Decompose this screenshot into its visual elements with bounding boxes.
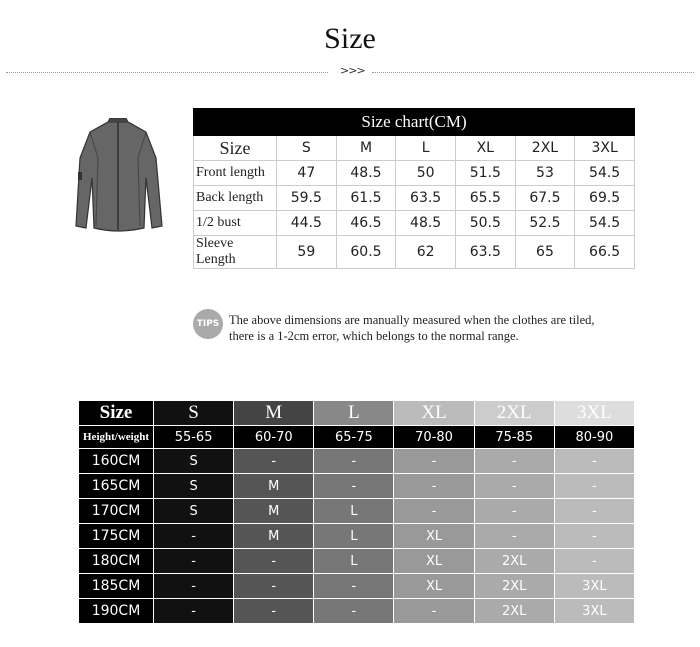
size-header: 3XL xyxy=(575,136,635,161)
weight-range: 60-70 xyxy=(234,426,314,449)
size-header: 3XL xyxy=(554,401,634,426)
size-cell: - xyxy=(554,524,634,549)
size-cell: XL xyxy=(394,549,474,574)
measure-value: 61.5 xyxy=(336,186,396,211)
size-cell: - xyxy=(154,549,234,574)
table-row xyxy=(194,161,635,186)
measure-value: 44.5 xyxy=(277,211,337,236)
size-cell: - xyxy=(314,449,394,474)
height-label: 160CM xyxy=(79,449,154,474)
size-chart-cm xyxy=(193,108,635,269)
size-cell: L xyxy=(314,524,394,549)
size-cell: - xyxy=(234,449,314,474)
measure-value: 54.5 xyxy=(575,161,635,186)
measure-label: 1/2 bust xyxy=(194,211,277,236)
size-cell: 2XL xyxy=(474,599,554,624)
height-weight-size-table xyxy=(78,400,635,624)
tips-line: there is a 1-2cm error, which belongs to the normal range. xyxy=(229,329,519,343)
table-row xyxy=(79,449,635,474)
size-cell: - xyxy=(234,574,314,599)
size-cell: - xyxy=(394,449,474,474)
table-row xyxy=(79,524,635,549)
size-cell: - xyxy=(234,549,314,574)
size-header: M xyxy=(336,136,396,161)
size-cell: L xyxy=(314,549,394,574)
table-row xyxy=(79,599,635,624)
table-row xyxy=(194,211,635,236)
size-cell: M xyxy=(234,524,314,549)
measure-value: 63.5 xyxy=(396,186,456,211)
size-cell: - xyxy=(474,499,554,524)
tips-note xyxy=(229,312,649,344)
table-row xyxy=(79,499,635,524)
measure-label: Sleeve Length xyxy=(194,236,277,269)
measure-value: 67.5 xyxy=(515,186,575,211)
size-header: XL xyxy=(455,136,515,161)
measure-value: 53 xyxy=(515,161,575,186)
size-cell: - xyxy=(154,599,234,624)
table-row xyxy=(79,574,635,599)
weight-range: 80-90 xyxy=(554,426,634,449)
measure-value: 47 xyxy=(277,161,337,186)
size-cell: XL xyxy=(394,524,474,549)
measure-value: 62 xyxy=(396,236,456,269)
measure-value: 51.5 xyxy=(455,161,515,186)
size-chart-heading: Size chart(CM) xyxy=(194,109,635,136)
tips-line: The above dimensions are manually measured when the clothes are tiled, xyxy=(229,313,595,327)
size-cell: S xyxy=(154,449,234,474)
size-cell: L xyxy=(314,499,394,524)
table-row xyxy=(79,549,635,574)
size-cell: - xyxy=(474,524,554,549)
page-title: Size xyxy=(324,22,376,55)
divider-right xyxy=(372,72,694,73)
size-cell: - xyxy=(394,474,474,499)
height-label: 175CM xyxy=(79,524,154,549)
size-header: L xyxy=(396,136,456,161)
size-cell: - xyxy=(154,574,234,599)
size-cell: - xyxy=(314,599,394,624)
divider-arrows: >>> xyxy=(340,64,365,77)
size-cell: - xyxy=(314,574,394,599)
measure-value: 48.5 xyxy=(336,161,396,186)
measure-value: 46.5 xyxy=(336,211,396,236)
height-label: 190CM xyxy=(79,599,154,624)
size-cell: S xyxy=(154,499,234,524)
measure-value: 69.5 xyxy=(575,186,635,211)
measure-value: 59.5 xyxy=(277,186,337,211)
size-header: L xyxy=(314,401,394,426)
size-column-label: Size xyxy=(194,136,277,161)
size-cell: 2XL xyxy=(474,549,554,574)
size-column-label: Size xyxy=(79,401,154,426)
measure-value: 60.5 xyxy=(336,236,396,269)
table-row xyxy=(194,236,635,269)
size-header: XL xyxy=(394,401,474,426)
measure-value: 65.5 xyxy=(455,186,515,211)
tips-badge: TIPS xyxy=(193,309,223,339)
size-cell: M xyxy=(234,499,314,524)
height-label: 180CM xyxy=(79,549,154,574)
measure-value: 63.5 xyxy=(455,236,515,269)
measure-value: 48.5 xyxy=(396,211,456,236)
measure-value: 54.5 xyxy=(575,211,635,236)
size-cell: 3XL xyxy=(554,574,634,599)
height-label: 165CM xyxy=(79,474,154,499)
weight-range: 70-80 xyxy=(394,426,474,449)
size-cell: - xyxy=(554,474,634,499)
size-header: S xyxy=(277,136,337,161)
size-cell: - xyxy=(554,549,634,574)
size-header: M xyxy=(234,401,314,426)
size-cell: - xyxy=(394,599,474,624)
measure-value: 59 xyxy=(277,236,337,269)
height-label: 170CM xyxy=(79,499,154,524)
size-cell: - xyxy=(554,499,634,524)
size-cell: 3XL xyxy=(554,599,634,624)
table-row xyxy=(79,474,635,499)
weight-range: 75-85 xyxy=(474,426,554,449)
weight-range: 65-75 xyxy=(314,426,394,449)
measure-value: 66.5 xyxy=(575,236,635,269)
height-label: 185CM xyxy=(79,574,154,599)
measure-label: Back length xyxy=(194,186,277,211)
size-cell: - xyxy=(474,474,554,499)
measure-label: Front length xyxy=(194,161,277,186)
table-row xyxy=(194,186,635,211)
size-cell: 2XL xyxy=(474,574,554,599)
size-header: 2XL xyxy=(474,401,554,426)
height-weight-label: Height/weight xyxy=(79,426,154,449)
divider-left xyxy=(6,72,328,73)
size-cell: - xyxy=(554,449,634,474)
measure-value: 50.5 xyxy=(455,211,515,236)
size-cell: - xyxy=(314,474,394,499)
size-cell: - xyxy=(394,499,474,524)
weight-range: 55-65 xyxy=(154,426,234,449)
measure-value: 52.5 xyxy=(515,211,575,236)
size-cell: S xyxy=(154,474,234,499)
jacket-illustration xyxy=(68,118,168,240)
size-cell: - xyxy=(474,449,554,474)
measure-value: 50 xyxy=(396,161,456,186)
size-cell: XL xyxy=(394,574,474,599)
size-header: S xyxy=(154,401,234,426)
measure-value: 65 xyxy=(515,236,575,269)
size-header: 2XL xyxy=(515,136,575,161)
size-cell: M xyxy=(234,474,314,499)
size-cell: - xyxy=(154,524,234,549)
size-cell: - xyxy=(234,599,314,624)
